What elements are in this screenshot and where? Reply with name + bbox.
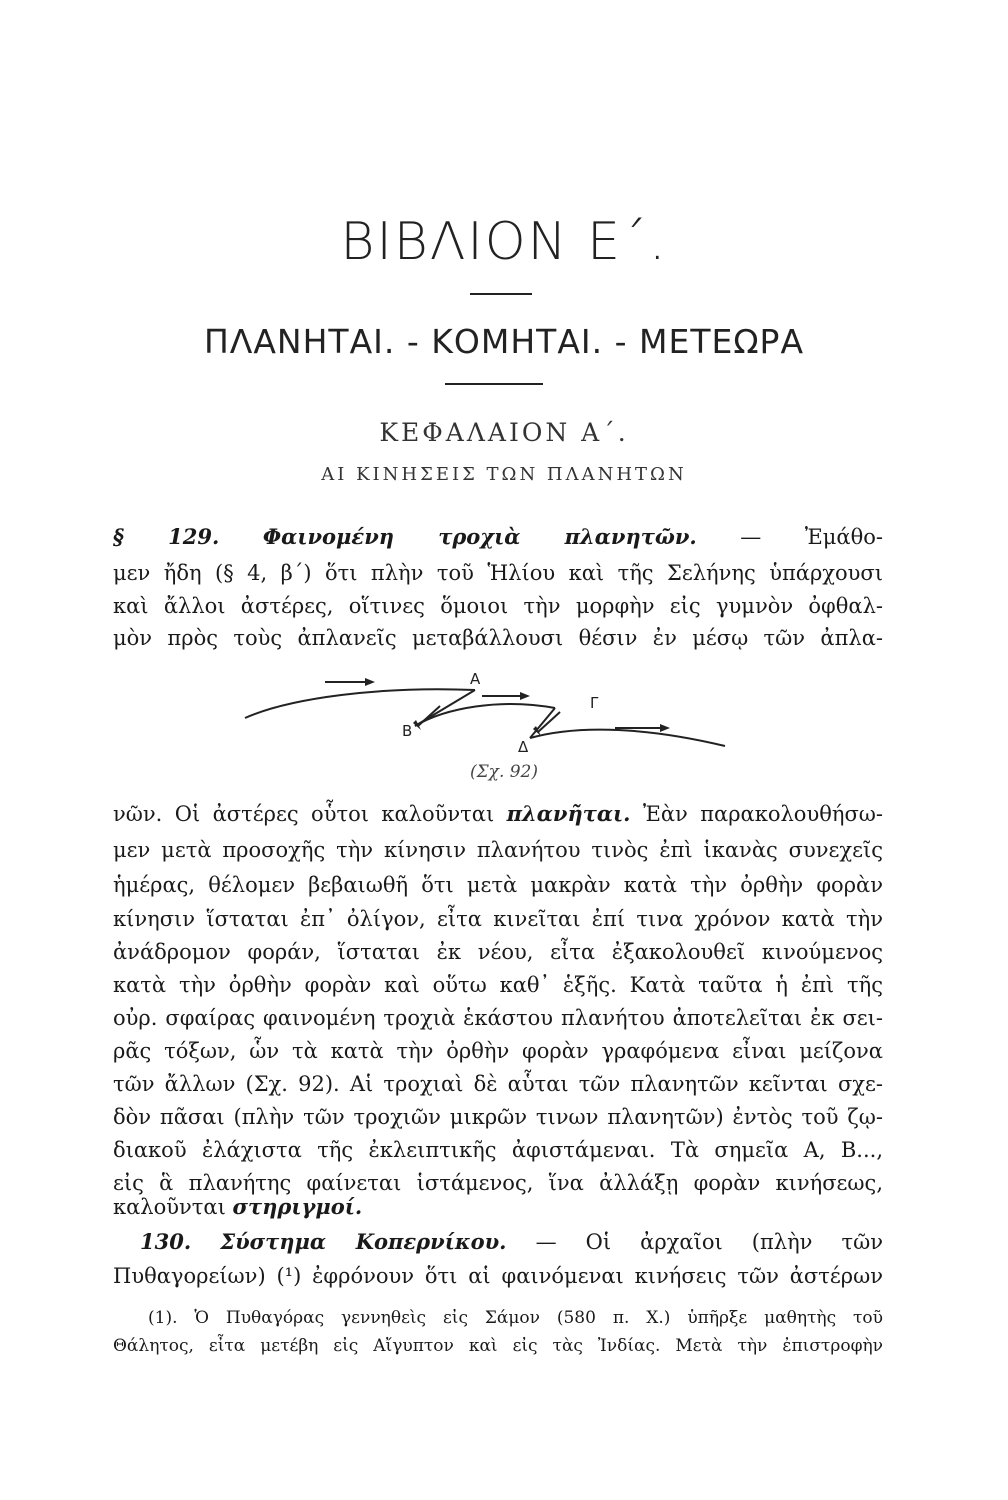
point-label-b: Β [402, 722, 413, 740]
term-stations: στηριγμοί. [232, 1194, 363, 1219]
book-title: ΒΙΒΛΙΟΝ Ε΄. [340, 212, 668, 272]
paragraph-line: κατὰ τὴν ὀρθὴν φορὰν καὶ οὕτω καθ᾿ ἑξῆς. Κατὰ ταῦτα ἡ ἐπὶ τῆς [113, 973, 883, 997]
title-divider [470, 293, 532, 295]
paragraph-line: ἀνάδρομον φοράν, ἵσταται ἐκ νέου, εἶτα ἐξακολουθεῖ κινούμενος [113, 940, 883, 964]
part-divider [445, 383, 543, 385]
paragraph-line [140, 1228, 883, 1256]
paragraph-line: οὐρ. σφαίρας φαινομένη τροχιὰ ἑκάστου πλανήτου ἀποτελεῖται ἐκ σει- [113, 1006, 883, 1030]
paragraph-line: μεν ἤδη (§ 4, β΄) ὅτι πλὴν τοῦ Ἡλίου καὶ τῆς Σελήνης ὑπάρχουσι [113, 561, 883, 585]
paragraph-text: — Οἱ ἀρχαῖοι (πλὴν τῶν [535, 1230, 883, 1254]
paragraph-line [113, 800, 883, 828]
point-label-a: Α [470, 670, 481, 688]
term-planets: πλανῆται. [506, 801, 631, 826]
point-label-g: Γ [590, 694, 599, 712]
paragraph-text: καλοῦνται [113, 1195, 226, 1219]
point-label-d: Δ [518, 738, 529, 756]
chapter-title: ΚΕΦΑΛΑΙΟΝ Α΄. [379, 418, 629, 447]
paragraph-line: ἡμέρας, θέλομεν βεβαιωθῆ ὅτι μετὰ μακρὰν κατὰ τὴν ὀρθὴν φορὰν [113, 873, 883, 897]
paragraph-line: δὸν πᾶσαι (πλὴν τῶν τροχιῶν μικρῶν τινων πλανητῶν) ἐντὸς τοῦ ζῳ- [113, 1105, 883, 1129]
paragraph-line: εἰς ἃ πλανήτης φαίνεται ἱστάμενος, ἵνα ἀλλάξῃ φορὰν κινήσεως, [113, 1171, 883, 1195]
footnote-line: Θάλητος, εἶτα μετέβη εἰς Αἴγυπτον καὶ εἰς τὰς Ἰνδίας. Μετὰ τὴν ἐπιστροφὴν [113, 1336, 883, 1356]
paragraph-line [113, 1193, 883, 1221]
section-heading: Σύστημα Κοπερνίκου. [220, 1229, 507, 1254]
paragraph-text: Ἐὰν παρακολουθήσω- [642, 802, 883, 826]
planet-path-diagram [230, 668, 730, 760]
section-number: § 129. [113, 524, 220, 549]
footnote-line: (1). Ὁ Πυθαγόρας γεννηθεὶς εἰς Σάμον (580 π. Χ.) ὑπῆρξε μαθητὴς τοῦ [148, 1308, 883, 1328]
paragraph-line: Πυθαγορείων) (¹) ἐφρόνουν ὅτι αἱ φαινόμεναι κινήσεις τῶν ἀστέρων [113, 1264, 883, 1288]
section-number: 130. [140, 1229, 192, 1254]
paragraph-text: — Ἐμάθο- [740, 525, 883, 549]
section-heading: Φαινομένη τροχιὰ πλανητῶν. [262, 524, 697, 549]
chapter-subtitle: ΑΙ ΚΙΝΗΣΕΙΣ ΤΩΝ ΠΛΑΝΗΤΩΝ [321, 464, 687, 485]
paragraph-line: μὸν πρὸς τοὺς ἀπλανεῖς μεταβάλλουσι θέσιν ἐν μέσῳ τῶν ἀπλα- [113, 626, 883, 650]
path-arc-5 [530, 730, 725, 746]
paragraph-line: κίνησιν ἵσταται ἐπ᾿ ὀλίγον, εἶτα κινεῖται ἐπί τινα χρόνον κατὰ τὴν [113, 907, 883, 931]
paragraph-line: διακοῦ ἐλάχιστα τῆς ἐκλειπτικῆς ἀφιστάμεναι. Τὰ σημεῖα Α, Β..., [113, 1138, 883, 1162]
path-arc-3 [415, 704, 555, 726]
paragraph-line: ρᾶς τόξων, ὧν τὰ κατὰ τὴν ὀρθὴν φορὰν γραφόμενα εἶναι μείζονα [113, 1039, 883, 1063]
paragraph-line [113, 523, 883, 551]
paragraph-line: τῶν ἄλλων (Σχ. 92). Αἱ τροχιαὶ δὲ αὗται τῶν πλανητῶν κεῖνται σχε- [113, 1072, 883, 1096]
paragraph-line: καὶ ἄλλοι ἀστέρες, οἵτινες ὅμοιοι τὴν μορφὴν εἰς γυμνὸν ὀφθαλ- [113, 594, 883, 618]
part-title: ΠΛΑΝΗΤΑΙ. - ΚΟΜΗΤΑΙ. - ΜΕΤΕΩΡΑ [203, 322, 805, 361]
figure-caption: (Σχ. 92) [469, 762, 539, 782]
paragraph-text: νῶν. Οἱ ἀστέρες οὗτοι καλοῦνται [113, 802, 495, 826]
paragraph-line: μεν μετὰ προσοχῆς τὴν κίνησιν πλανήτου τινὸς ἐπὶ ἱκανὰς συνεχεῖς [113, 838, 883, 862]
